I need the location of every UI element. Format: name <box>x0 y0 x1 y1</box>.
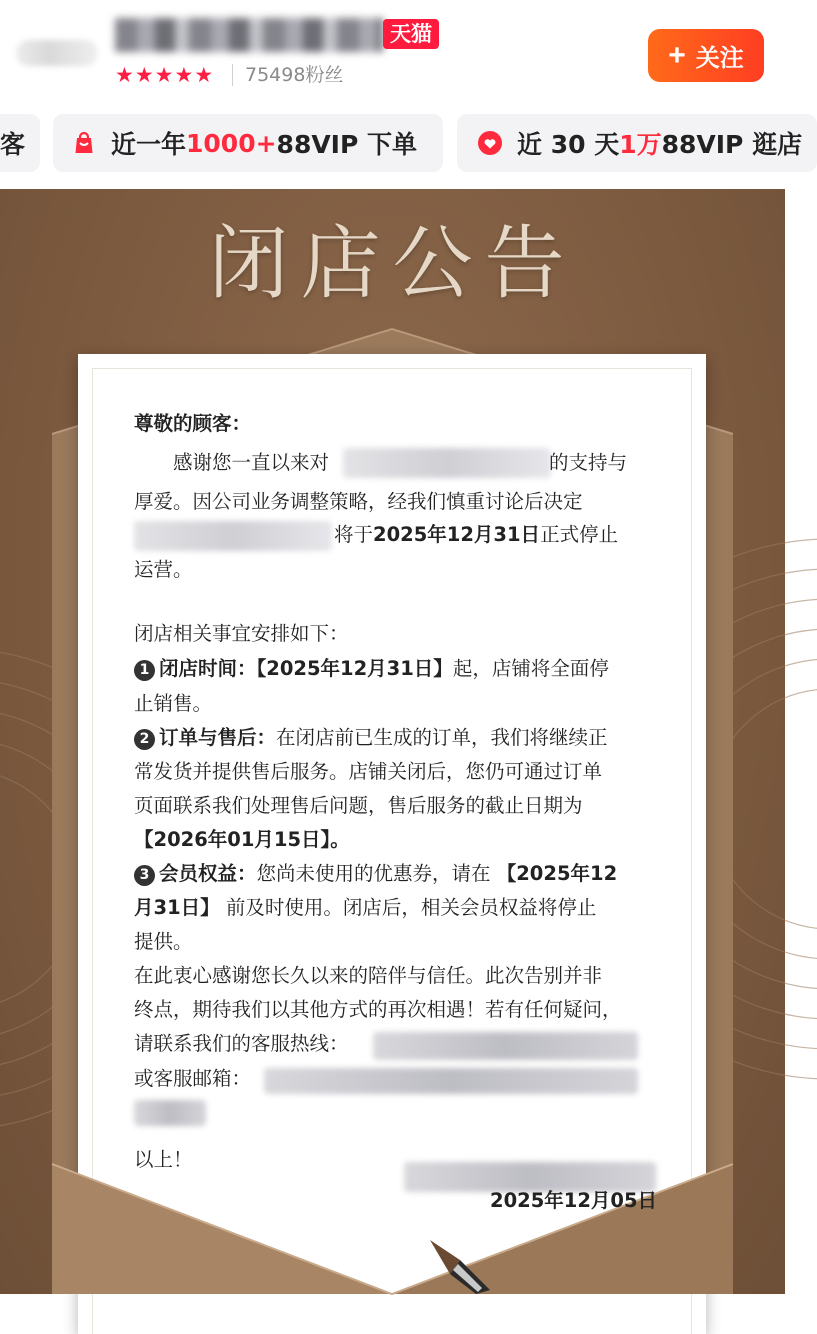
chip-highlight: 1万 <box>619 130 662 159</box>
email-label: 或客服邮箱： <box>134 1067 252 1090</box>
para1-line1-left: 感谢您一直以来对 <box>173 451 330 474</box>
closing: 以上！ <box>134 1148 193 1171</box>
stat-chip[interactable] <box>0 114 40 172</box>
item2-line1: 2 订单与售后：在闭店前已生成的订单，我们将继续正 <box>134 721 608 755</box>
follow-label: 关注 <box>695 45 744 72</box>
hotline-redacted <box>373 1032 638 1060</box>
stat-chip-88vip-orders[interactable] <box>53 114 443 172</box>
number-2-icon: 2 <box>134 729 155 750</box>
item2-line4: 【2026年01月15日】。 <box>134 828 350 851</box>
item2-line2: 常发货并提供售后服务。店铺关闭后，您仍可通过订单 <box>134 760 603 783</box>
email-redacted-cont <box>134 1100 206 1126</box>
arrangements-intro: 闭店相关事宜安排如下： <box>134 622 349 645</box>
para1-line3: 将于2025年12月31日正式停止 <box>334 523 619 546</box>
chip-suffix: 88VIP 逛店 <box>661 130 803 159</box>
tmall-badge: 天猫 <box>383 19 439 49</box>
store-name-redacted <box>343 448 551 478</box>
para1-line1-right: 的支持与 <box>549 451 628 474</box>
store-stats-chips <box>0 114 803 174</box>
heart-icon <box>477 130 503 156</box>
star-icon: ★ <box>154 63 174 87</box>
hotline-label: 请联系我们的客服热线： <box>134 1032 349 1055</box>
item1-line2: 止销售。 <box>134 692 213 715</box>
fans-count: 75498粉丝 <box>245 64 344 86</box>
item3-line1: 3 会员权益：您尚未使用的优惠券，请在 【2025年12 <box>134 857 617 891</box>
item2-line3: 页面联系我们处理售后问题，售后服务的截止日期为 <box>134 794 583 817</box>
star-icon: ★ <box>174 63 194 87</box>
chip-suffix: 88VIP 下单 <box>276 130 418 159</box>
plus-icon: + <box>668 38 686 72</box>
store-name-redacted <box>134 521 332 551</box>
number-3-icon: 3 <box>134 865 155 886</box>
store-avatar-redacted[interactable] <box>16 40 98 66</box>
chip-text: 客 <box>0 130 26 159</box>
stat-chip-88vip-visits[interactable] <box>457 114 817 172</box>
greeting: 尊敬的顾客： <box>134 412 252 435</box>
email-redacted <box>264 1068 638 1094</box>
para1-line4: 运营。 <box>134 558 193 581</box>
item3-line2: 月31日】 前及时使用。闭店后，相关会员权益将停止 <box>134 896 597 919</box>
star-icon: ★ <box>194 63 214 87</box>
chip-prefix: 近一年 <box>111 130 187 159</box>
rating-stars <box>115 63 213 87</box>
notice-title: 闭店公告 <box>208 217 577 310</box>
star-icon: ★ <box>134 63 154 87</box>
store-name-redacted[interactable] <box>115 18 383 52</box>
chip-prefix: 近 30 天 <box>517 130 620 159</box>
thanks-line1: 在此衷心感谢您长久以来的陪伴与信任。此次告别并非 <box>134 964 603 987</box>
follow-button[interactable] <box>648 29 764 82</box>
item1-line1: 1 闭店时间：【2025年12月31日】起，店铺将全面停 <box>134 652 609 686</box>
item3-line3: 提供。 <box>134 930 193 953</box>
notice-date: 2025年12月05日 <box>490 1189 658 1212</box>
chip-highlight: 1000+ <box>186 128 277 158</box>
para1-line2: 厚爱。因公司业务调整策略，经我们慎重讨论后决定 <box>134 490 583 513</box>
fountain-pen-icon <box>420 1234 500 1294</box>
number-1-icon: 1 <box>134 660 155 681</box>
store-header <box>0 0 788 110</box>
divider <box>232 64 233 86</box>
star-icon: ★ <box>115 63 134 87</box>
thanks-line2: 终点，期待我们以其他方式的再次相遇！若有任何疑问， <box>134 998 622 1021</box>
shopping-bag-icon <box>71 130 97 156</box>
